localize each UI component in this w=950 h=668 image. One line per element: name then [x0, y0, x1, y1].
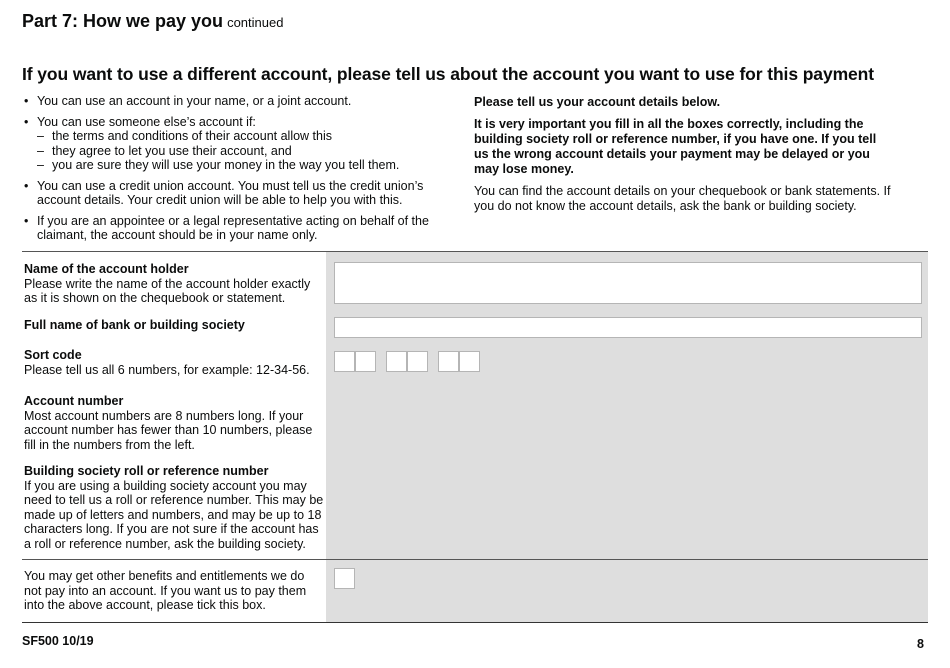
- page-number: 8: [917, 637, 924, 651]
- instruction-warning: It is very important you fill in all the boxes correctly, including the building society roll or reference number, if you have one. If you tell us the wrong account details your payment may be delayed or you may lose money.: [474, 117, 877, 176]
- sort-code-label: [24, 348, 324, 377]
- eligibility-bullets: [22, 94, 442, 249]
- sort-code-digit[interactable]: [459, 351, 480, 372]
- continued-label: continued: [227, 15, 284, 30]
- sort-code-title: Sort code: [24, 348, 82, 362]
- form-code: SF500 10/19: [22, 634, 94, 648]
- account-holder-label: [24, 262, 324, 306]
- account-details-instructions: [474, 95, 894, 221]
- sort-code-digit[interactable]: [386, 351, 407, 372]
- sort-code-digit[interactable]: [355, 351, 376, 372]
- instruction-intro: Please tell us your account details below.: [474, 95, 721, 109]
- roll-number-desc: If you are using a building society account you may need to tell us a roll or reference number. This may be made up of letters and numbers, and may be up to 18 characters long. If you are not sure if the account has a roll or reference number, ask the building society.: [24, 478, 324, 551]
- account-number-desc: Most account numbers are 8 numbers long. If your account number has fewer than 10 numbers, please fill in the numbers from the left.: [24, 408, 313, 452]
- bank-name-title: Full name of bank or building society: [24, 318, 245, 332]
- form-divider: [22, 559, 928, 560]
- bullet-someone-else: [22, 115, 442, 173]
- section-heading: If you want to use a different account, please tell us about the account you want to use for this payment: [22, 64, 874, 84]
- instruction-where-to-find: You can find the account details on your chequebook or bank statements. If you do not know the account details, ask the bank or building society.: [474, 184, 891, 213]
- bank-name-label: [24, 318, 324, 333]
- form-bottom-rule: [22, 622, 928, 623]
- account-number-label: [24, 394, 324, 452]
- sub-bullet: – they agree to let you use their account, and: [37, 144, 442, 159]
- account-holder-input[interactable]: [334, 262, 922, 304]
- account-holder-title: Name of the account holder: [24, 262, 189, 276]
- roll-number-label: [24, 464, 324, 551]
- bullet-credit-union: • You can use a credit union account. You must tell us the credit union’s account details. Your credit union will be able to help you with this.: [22, 179, 442, 208]
- bullet-own-account: • You can use an account in your name, or a joint account.: [22, 94, 442, 109]
- bullet-appointee: • If you are an appointee or a legal representative acting on behalf of the claimant, the account should be in your name only.: [22, 214, 442, 243]
- bullet-someone-else-text: You can use someone else’s account if:: [37, 114, 256, 129]
- other-benefits-checkbox[interactable]: [334, 568, 355, 589]
- sub-bullet: – the terms and conditions of their account allow this: [37, 129, 442, 144]
- sub-bullet: – you are sure they will use your money in the way you tell them.: [37, 158, 442, 173]
- account-holder-desc: Please write the name of the account holder exactly as it is shown on the chequebook or statement.: [24, 276, 311, 305]
- answer-panel: [326, 252, 928, 622]
- other-benefits-label: [24, 569, 324, 613]
- bank-name-input[interactable]: [334, 317, 922, 338]
- account-number-title: Account number: [24, 394, 124, 408]
- sort-code-digit[interactable]: [438, 351, 459, 372]
- sort-code-desc: Please tell us all 6 numbers, for example: 12-34-56.: [24, 362, 310, 377]
- part-title-text: Part 7: How we pay you: [22, 11, 224, 31]
- part-title: [22, 11, 283, 32]
- roll-number-title: Building society roll or reference number: [24, 464, 269, 478]
- sort-code-digit[interactable]: [334, 351, 355, 372]
- sort-code-digit[interactable]: [407, 351, 428, 372]
- other-benefits-desc: You may get other benefits and entitlements we do not pay into an account. If you want us to pay them into the above account, please tick this box.: [24, 569, 307, 612]
